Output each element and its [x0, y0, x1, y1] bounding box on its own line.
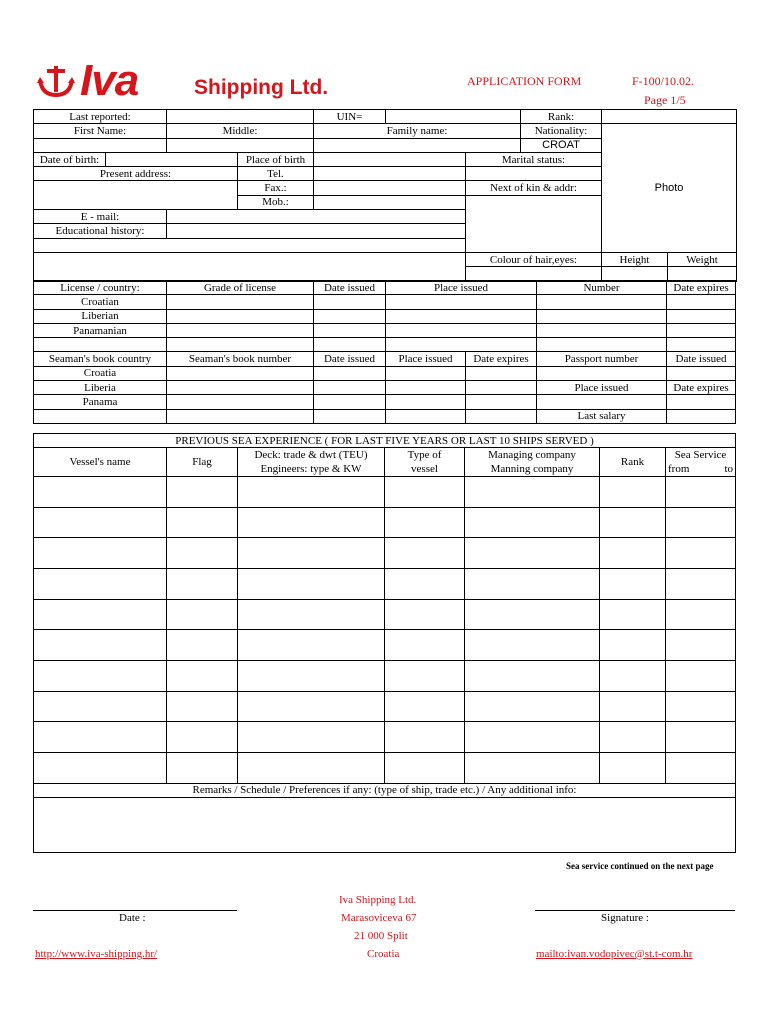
date-of-birth-field[interactable]	[106, 152, 238, 166]
present-address-field[interactable]	[34, 181, 238, 210]
experience-cell[interactable]	[465, 538, 600, 569]
tel-label: Tel.	[238, 167, 314, 181]
place-of-birth-field[interactable]	[314, 152, 466, 166]
manning-company-header: Manning company	[465, 462, 600, 476]
email-field[interactable]	[167, 210, 466, 224]
colour-field[interactable]	[466, 267, 602, 281]
middle-label: Middle:	[167, 124, 314, 138]
experience-row	[34, 507, 736, 538]
book-field[interactable]	[386, 395, 466, 409]
experience-cell[interactable]	[34, 538, 167, 569]
license-field[interactable]	[537, 338, 667, 352]
license-field[interactable]	[667, 295, 736, 309]
experience-cell[interactable]	[34, 507, 167, 538]
license-place-issued-header: Place issued	[386, 281, 537, 295]
experience-cell[interactable]	[385, 538, 465, 569]
date-line	[33, 910, 237, 911]
book-field[interactable]	[466, 381, 537, 395]
license-field[interactable]	[386, 309, 537, 323]
signature-line	[535, 910, 735, 911]
experience-cell[interactable]	[600, 507, 666, 538]
experience-cell[interactable]	[238, 507, 385, 538]
next-of-kin-label: Next of kin & addr:	[466, 181, 602, 195]
uin-field[interactable]	[386, 110, 521, 124]
book-field[interactable]	[167, 381, 314, 395]
experience-cell[interactable]	[385, 507, 465, 538]
experience-cell[interactable]	[238, 753, 385, 784]
experience-cell[interactable]	[167, 753, 238, 784]
fax-field[interactable]	[314, 181, 466, 195]
place-of-birth-label: Place of birth	[238, 152, 314, 166]
book-row-croatia: Croatia	[34, 366, 167, 380]
experience-cell[interactable]	[465, 661, 600, 692]
educational-history-field-3[interactable]	[34, 252, 466, 281]
flag-header: Flag	[167, 448, 238, 477]
experience-cell[interactable]	[167, 630, 238, 661]
license-field[interactable]	[167, 309, 314, 323]
last-reported-label: Last reported:	[34, 110, 167, 124]
weight-label: Weight	[668, 252, 737, 266]
license-field[interactable]	[386, 323, 537, 337]
license-field[interactable]	[167, 295, 314, 309]
license-field[interactable]	[314, 338, 386, 352]
fax-label: Fax.:	[238, 181, 314, 195]
marital-status-field[interactable]	[466, 167, 602, 181]
footer-country: Croatia	[367, 948, 400, 960]
passport-date-issued-header: Date issued	[667, 352, 736, 366]
experience-cell[interactable]	[167, 568, 238, 599]
educational-history-label: Educational history:	[34, 224, 167, 238]
seamans-book-country-header: Seaman's book country	[34, 352, 167, 366]
middle-field[interactable]	[167, 138, 314, 152]
weight-field[interactable]	[668, 267, 737, 281]
book-field[interactable]	[466, 395, 537, 409]
experience-cell[interactable]	[167, 476, 238, 507]
license-field[interactable]	[537, 295, 667, 309]
experience-cell[interactable]	[666, 753, 736, 784]
experience-cell[interactable]	[238, 722, 385, 753]
sea-experience-table	[33, 433, 736, 853]
email-link[interactable]: mailto:ivan.vodopivec@st.t-com.hr	[536, 948, 693, 960]
page-number: Page 1/5	[644, 93, 686, 107]
grade-of-license-header: Grade of license	[167, 281, 314, 295]
license-date-expires-header: Date expires	[667, 281, 736, 295]
experience-cell[interactable]	[385, 722, 465, 753]
experience-cell[interactable]	[34, 599, 167, 630]
educational-history-field-2[interactable]	[34, 238, 466, 252]
license-row-croatian: Croatian	[34, 295, 167, 309]
license-field[interactable]	[386, 295, 537, 309]
license-number-header: Number	[537, 281, 667, 295]
license-field[interactable]	[667, 309, 736, 323]
experience-cell[interactable]	[666, 568, 736, 599]
mob-field[interactable]	[314, 195, 466, 209]
experience-cell[interactable]	[666, 722, 736, 753]
rank-label: Rank:	[521, 110, 602, 124]
experience-row	[34, 691, 736, 722]
marital-status-label: Marital status:	[466, 152, 602, 166]
experience-cell[interactable]	[167, 691, 238, 722]
passport-date-expires-field[interactable]	[667, 395, 736, 409]
experience-cell[interactable]	[167, 722, 238, 753]
experience-row	[34, 538, 736, 569]
remarks-field[interactable]	[34, 798, 736, 853]
passport-date-expires-label: Date expires	[667, 381, 736, 395]
experience-cell[interactable]	[600, 722, 666, 753]
book-field[interactable]	[466, 409, 537, 423]
book-field[interactable]	[386, 409, 466, 423]
book-row-liberia: Liberia	[34, 381, 167, 395]
experience-cell[interactable]	[600, 630, 666, 661]
managing-company-header: Managing company	[465, 448, 600, 462]
experience-cell[interactable]	[666, 691, 736, 722]
date-of-birth-label: Date of birth:	[34, 152, 106, 166]
book-field[interactable]	[167, 395, 314, 409]
experience-cell[interactable]	[666, 630, 736, 661]
first-name-field[interactable]	[34, 138, 167, 152]
family-name-label: Family name:	[314, 124, 521, 138]
experience-cell[interactable]	[167, 599, 238, 630]
book-date-issued-header: Date issued	[314, 352, 386, 366]
date-label: Date :	[119, 912, 146, 924]
license-field[interactable]	[34, 338, 167, 352]
experience-row	[34, 476, 736, 507]
experience-cell[interactable]	[600, 753, 666, 784]
license-field[interactable]	[167, 338, 314, 352]
book-field[interactable]	[466, 366, 537, 380]
license-field[interactable]	[667, 338, 736, 352]
license-row-liberian: Liberian	[34, 309, 167, 323]
deck-header: Deck: trade & dwt (TEU)	[238, 448, 385, 462]
nationality-value[interactable]: CROAT	[521, 138, 602, 152]
uin-label: UIN=	[314, 110, 386, 124]
experience-cell[interactable]	[385, 661, 465, 692]
experience-cell[interactable]	[666, 599, 736, 630]
experience-cell[interactable]	[34, 661, 167, 692]
license-row-panamanian: Panamanian	[34, 323, 167, 337]
experience-row	[34, 722, 736, 753]
experience-cell[interactable]	[666, 661, 736, 692]
mob-label: Mob.:	[238, 195, 314, 209]
to-header: to	[702, 462, 736, 476]
license-field[interactable]	[667, 323, 736, 337]
experience-cell[interactable]	[600, 476, 666, 507]
experience-cell[interactable]	[238, 691, 385, 722]
license-country-header: License / country:	[34, 281, 167, 295]
experience-cell[interactable]	[385, 753, 465, 784]
nationality-label: Nationality:	[521, 124, 602, 138]
license-field[interactable]	[314, 295, 386, 309]
educational-history-field[interactable]	[167, 224, 466, 238]
experience-cell[interactable]	[34, 630, 167, 661]
last-salary-label: Last salary	[537, 409, 667, 423]
colour-label: Colour of hair,eyes:	[466, 252, 602, 266]
experience-row	[34, 661, 736, 692]
sea-experience-title: PREVIOUS SEA EXPERIENCE ( FOR LAST FIVE YEARS OR LAST 10 SHIPS SERVED )	[34, 434, 736, 448]
height-field[interactable]	[602, 267, 668, 281]
type-of-vessel-header: Type of	[385, 448, 465, 462]
next-of-kin-field[interactable]	[466, 195, 602, 252]
experience-cell[interactable]	[385, 476, 465, 507]
present-address-label: Present address:	[34, 167, 238, 181]
experience-cell[interactable]	[385, 568, 465, 599]
last-salary-field[interactable]	[667, 409, 736, 423]
book-field[interactable]	[34, 409, 167, 423]
vessel-name-header: Vessel's name	[34, 448, 167, 477]
experience-row	[34, 568, 736, 599]
from-header: from	[666, 462, 702, 476]
footer-street: Marasoviceva 67	[341, 912, 417, 924]
footer-city: 21 000 Split	[354, 930, 408, 942]
experience-cell[interactable]	[600, 691, 666, 722]
website-link[interactable]: http://www.iva-shipping.hr/	[35, 948, 158, 960]
remarks-label: Remarks / Schedule / Preferences if any: (type of ship, trade etc.) / Any additional info:	[34, 783, 736, 797]
engineers-header: Engineers: type & KW	[238, 462, 385, 476]
experience-cell[interactable]	[600, 538, 666, 569]
passport-number-field[interactable]	[537, 366, 667, 380]
book-field[interactable]	[386, 381, 466, 395]
book-field[interactable]	[314, 381, 386, 395]
experience-cell[interactable]	[238, 630, 385, 661]
experience-cell[interactable]	[465, 722, 600, 753]
book-row-panama: Panama	[34, 395, 167, 409]
vessel-header: vessel	[385, 462, 465, 476]
experience-cell[interactable]	[600, 661, 666, 692]
license-table	[33, 280, 736, 424]
footer-company: Iva Shipping Ltd.	[339, 894, 417, 906]
email-label: E - mail:	[34, 210, 167, 224]
last-reported-field[interactable]	[167, 110, 314, 124]
exp-rank-header: Rank	[600, 448, 666, 477]
experience-cell[interactable]	[238, 476, 385, 507]
book-field[interactable]	[167, 409, 314, 423]
book-field[interactable]	[167, 366, 314, 380]
seamans-book-number-header: Seaman's book number	[167, 352, 314, 366]
experience-cell[interactable]	[238, 568, 385, 599]
signature-label: Signature :	[601, 912, 649, 924]
license-field[interactable]	[167, 323, 314, 337]
book-field[interactable]	[386, 366, 466, 380]
sea-service-header: Sea Service	[666, 448, 736, 462]
experience-cell[interactable]	[600, 599, 666, 630]
license-date-issued-header: Date issued	[314, 281, 386, 295]
experience-cell[interactable]	[465, 507, 600, 538]
experience-row	[34, 599, 736, 630]
experience-cell[interactable]	[666, 538, 736, 569]
experience-cell[interactable]	[167, 538, 238, 569]
experience-row	[34, 630, 736, 661]
experience-cell[interactable]	[385, 599, 465, 630]
form-code: F-100/10.02.	[632, 74, 695, 88]
passport-number-header: Passport number	[537, 352, 667, 366]
experience-cell[interactable]	[34, 722, 167, 753]
form-title: APPLICATION FORM	[467, 74, 582, 88]
passport-date-issued-field[interactable]	[667, 366, 736, 380]
book-field[interactable]	[314, 395, 386, 409]
passport-place-issued-label: Place issued	[537, 381, 667, 395]
experience-cell[interactable]	[34, 691, 167, 722]
experience-cell[interactable]	[238, 599, 385, 630]
experience-cell[interactable]	[465, 599, 600, 630]
license-field[interactable]	[314, 309, 386, 323]
continued-note: Sea service continued on the next page	[566, 861, 714, 871]
family-name-field[interactable]	[314, 138, 521, 152]
rank-field[interactable]	[602, 110, 737, 124]
experience-cell[interactable]	[465, 568, 600, 599]
tel-field[interactable]	[314, 167, 466, 181]
logo-iva-text: Iva	[80, 56, 139, 105]
experience-cell[interactable]	[385, 630, 465, 661]
first-name-label: First Name:	[34, 124, 167, 138]
experience-cell[interactable]	[465, 753, 600, 784]
experience-cell[interactable]	[465, 476, 600, 507]
experience-cell[interactable]	[238, 661, 385, 692]
license-field[interactable]	[386, 338, 537, 352]
book-field[interactable]	[314, 409, 386, 423]
experience-cell[interactable]	[465, 630, 600, 661]
experience-cell[interactable]	[465, 691, 600, 722]
passport-place-issued-field[interactable]	[537, 395, 667, 409]
photo-box[interactable]: Photo	[602, 124, 737, 253]
anchor-icon	[36, 62, 76, 100]
experience-cell[interactable]	[666, 507, 736, 538]
experience-row	[34, 753, 736, 784]
experience-cell[interactable]	[238, 538, 385, 569]
license-field[interactable]	[537, 309, 667, 323]
experience-cell[interactable]	[34, 568, 167, 599]
logo-company-text: Shipping Ltd.	[194, 76, 329, 99]
experience-cell[interactable]	[167, 507, 238, 538]
personal-details-table	[33, 109, 737, 282]
experience-cell[interactable]	[34, 476, 167, 507]
book-field[interactable]	[314, 366, 386, 380]
experience-cell[interactable]	[34, 753, 167, 784]
height-label: Height	[602, 252, 668, 266]
license-field[interactable]	[537, 323, 667, 337]
license-field[interactable]	[314, 323, 386, 337]
experience-cell[interactable]	[385, 691, 465, 722]
experience-cell[interactable]	[666, 476, 736, 507]
book-place-issued-header: Place issued	[386, 352, 466, 366]
experience-cell[interactable]	[600, 568, 666, 599]
book-date-expires-header: Date expires	[466, 352, 537, 366]
experience-cell[interactable]	[167, 661, 238, 692]
